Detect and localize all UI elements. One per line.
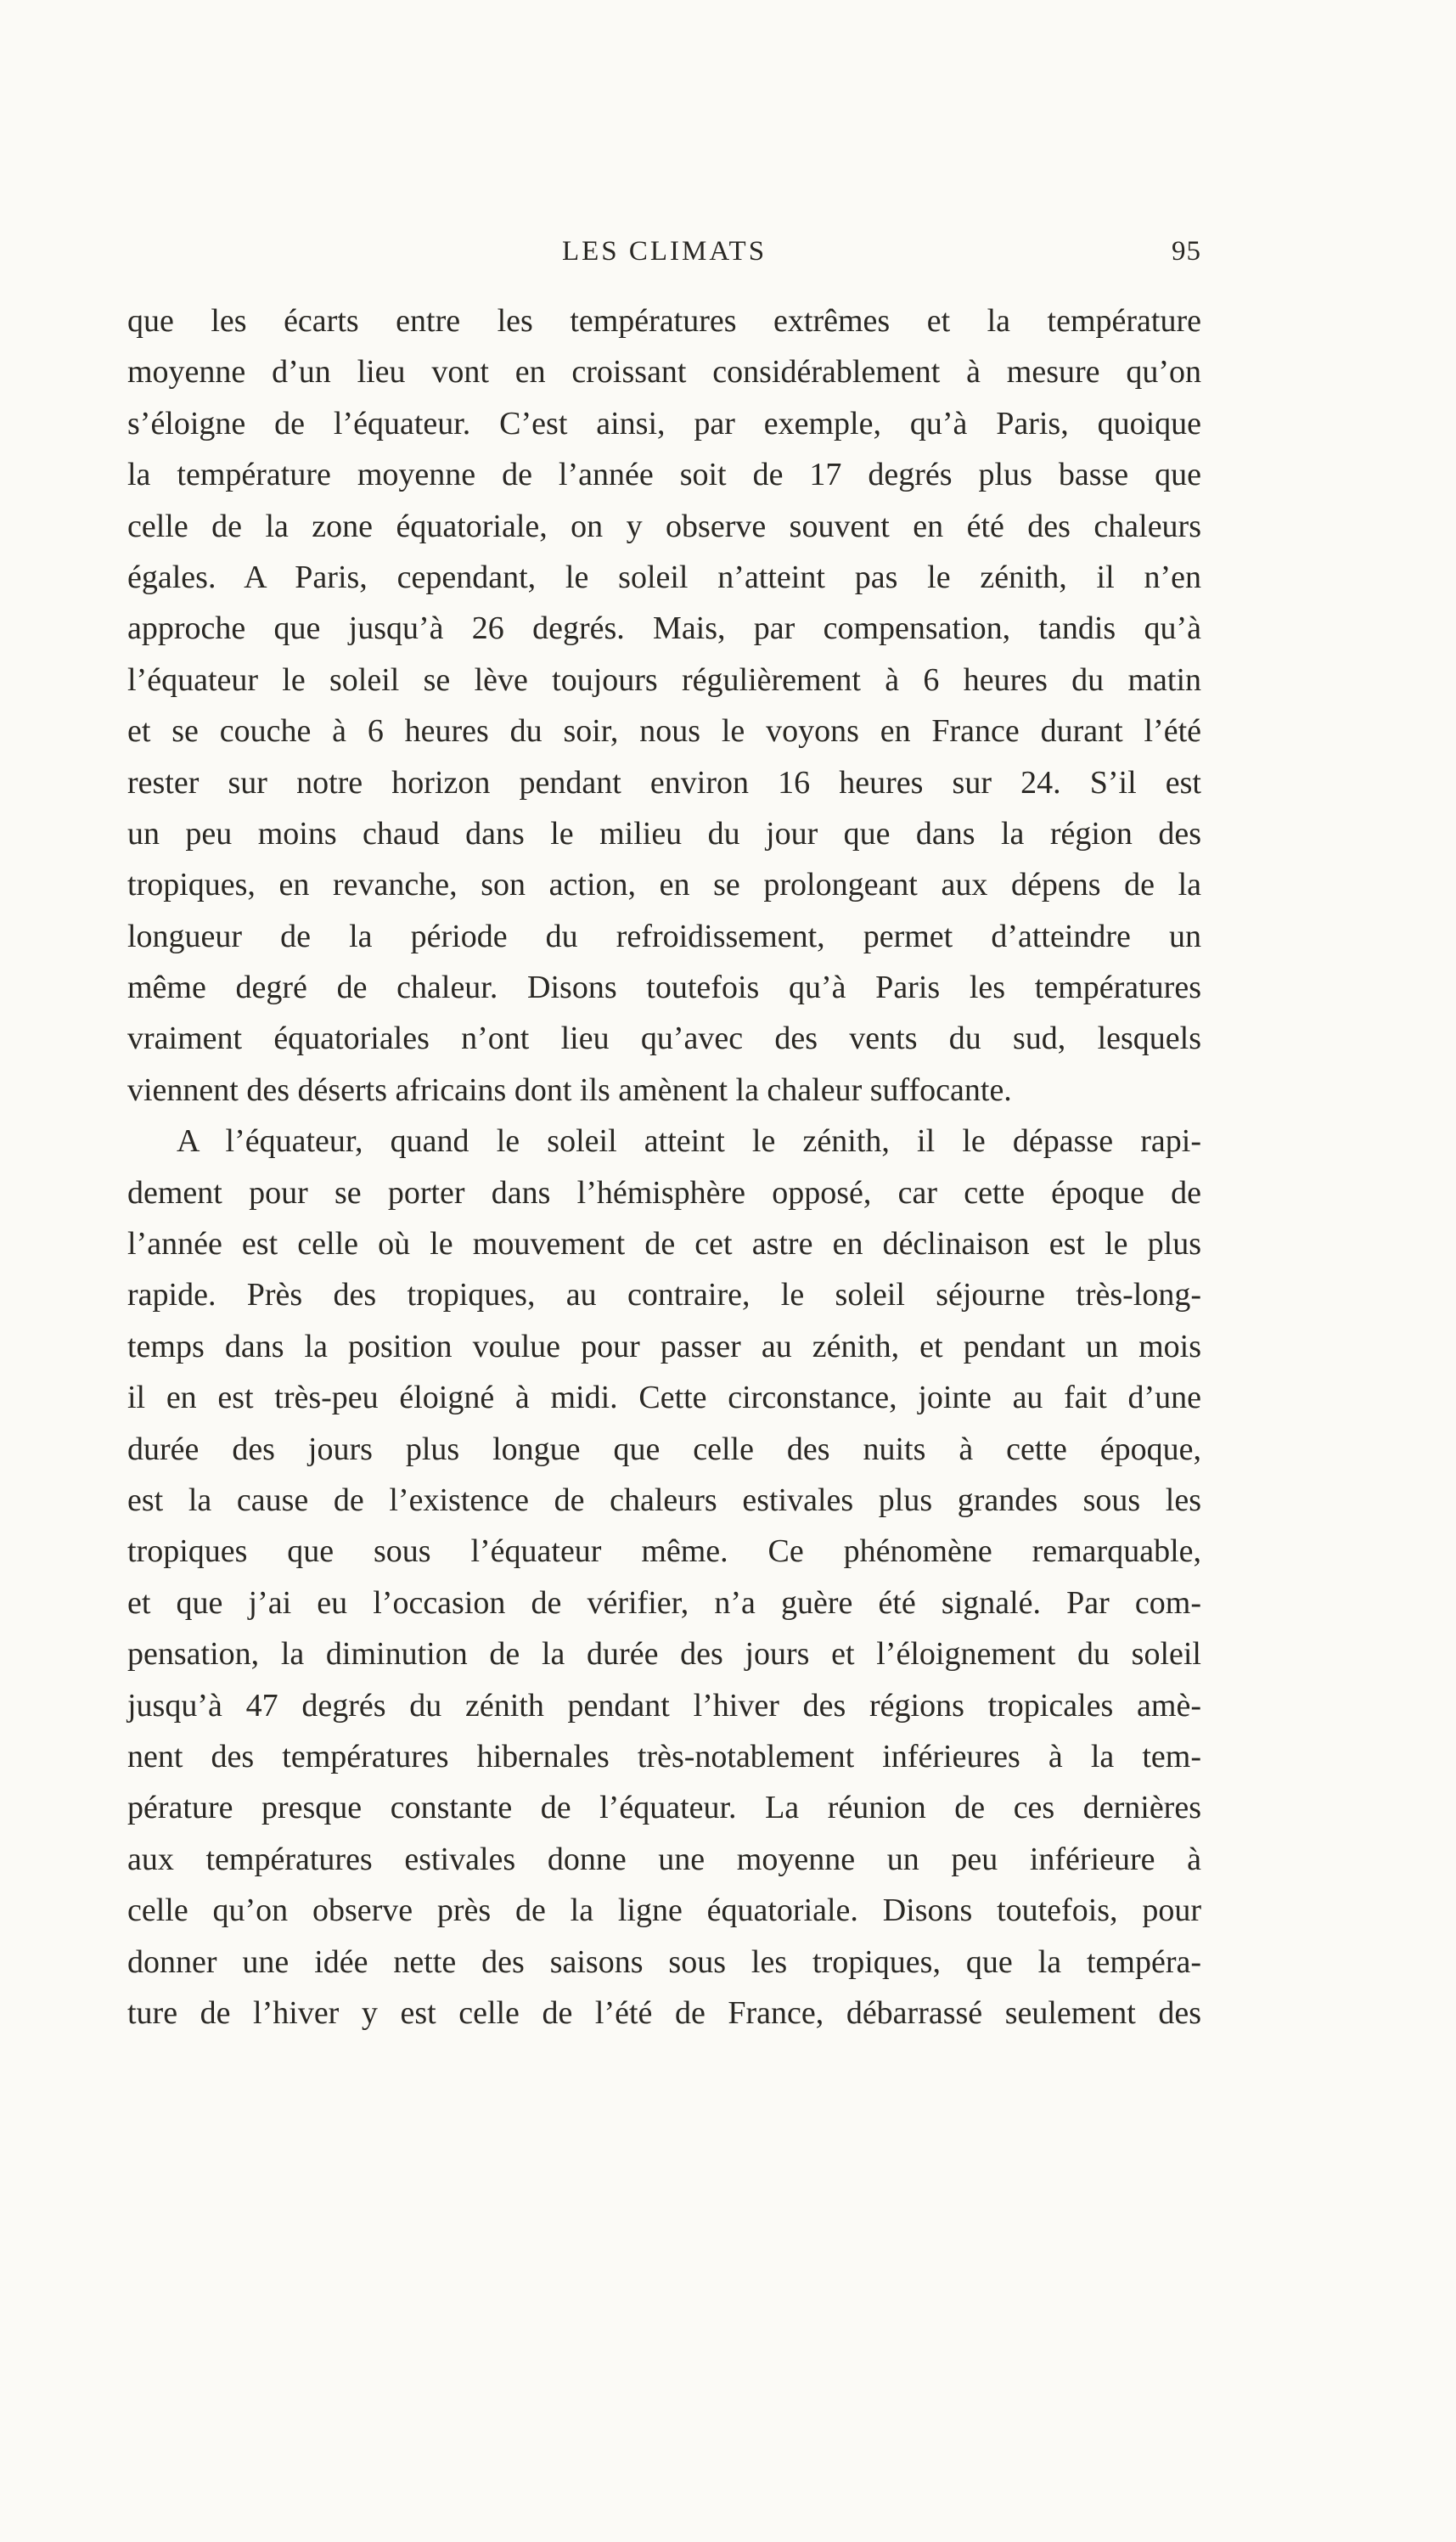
- page-number: 95: [1172, 236, 1201, 267]
- text-line: donner une idée nette des saisons sous les tropiques, que la tempéra-: [127, 1943, 1201, 1980]
- text-line: s’éloigne de l’équateur. C’est ainsi, par exemple, qu’à Paris, quoique: [127, 405, 1201, 441]
- text-line: ture de l’hiver y est celle de l’été de France, débarrassé seulement des: [127, 1994, 1201, 2031]
- text-line: l’année est celle où le mouvement de cet astre en déclinaison est le plus: [127, 1226, 1201, 1263]
- text-line: que les écarts entre les températures extrêmes et la température: [127, 303, 1201, 339]
- running-head: [127, 236, 1201, 287]
- text-line: la température moyenne de l’année soit de 17 degrés plus basse que: [127, 457, 1201, 493]
- text-line: viennent des déserts africains dont ils amènent la chaleur suffocante.: [127, 1071, 1012, 1108]
- text-line: vraiment équatoriales n’ont lieu qu’avec des vents du sud, lesquels: [127, 1021, 1201, 1057]
- text-line: celle qu’on observe près de la ligne équatoriale. Disons toutefois, pour: [127, 1892, 1201, 1929]
- text-line: pensation, la diminution de la durée des jours et l’éloignement du soleil: [127, 1636, 1201, 1673]
- text-line: égales. A Paris, cependant, le soleil n’atteint pas le zénith, il n’en: [127, 559, 1201, 595]
- text-line: tropiques, en revanche, son action, en se prolongeant aux dépens de la: [127, 867, 1201, 903]
- text-line: durée des jours plus longue que celle des nuits à cette époque,: [127, 1431, 1201, 1467]
- text-line: longueur de la période du refroidissement, permet d’atteindre un: [127, 918, 1201, 954]
- text-line: temps dans la position voulue pour passer au zénith, et pendant un mois: [127, 1328, 1201, 1364]
- text-line: tropiques que sous l’équateur même. Ce phénomène remarquable,: [127, 1533, 1201, 1570]
- text-line: et que j’ai eu l’occasion de vérifier, n’a guère été signalé. Par com-: [127, 1584, 1201, 1621]
- text-line: l’équateur le soleil se lève toujours régulièrement à 6 heures du matin: [127, 661, 1201, 698]
- body-text: [127, 295, 1201, 2039]
- text-line: moyenne d’un lieu vont en croissant considérablement à mesure qu’on: [127, 354, 1201, 391]
- text-line: aux températures estivales donne une moyenne un peu inférieure à: [127, 1841, 1201, 1877]
- text-line: pérature presque constante de l’équateur. La réunion de ces dernières: [127, 1790, 1201, 1826]
- text-line: celle de la zone équatoriale, on y observe souvent en été des chaleurs: [127, 508, 1201, 544]
- text-line: un peu moins chaud dans le milieu du jour que dans la région des: [127, 815, 1201, 852]
- running-title: LES CLIMATS: [561, 236, 767, 267]
- text-line: est la cause de l’existence de chaleurs estivales plus grandes sous les: [127, 1482, 1201, 1518]
- text-line: rapide. Près des tropiques, au contraire, le soleil séjourne très-long-: [127, 1277, 1201, 1313]
- text-line: approche que jusqu’à 26 degrés. Mais, par compensation, tandis qu’à: [127, 610, 1201, 647]
- text-line: dement pour se porter dans l’hémisphère opposé, car cette époque de: [127, 1174, 1201, 1211]
- text-line: même degré de chaleur. Disons toutefois qu’à Paris les températures: [127, 970, 1201, 1006]
- text-line: A l’équateur, quand le soleil atteint le zénith, il le dépasse rapi-: [177, 1123, 1201, 1160]
- text-line: rester sur notre horizon pendant environ 16 heures sur 24. S’il est: [127, 764, 1201, 801]
- text-line: jusqu’à 47 degrés du zénith pendant l’hiver des régions tropicales amè-: [127, 1687, 1201, 1724]
- text-line: nent des températures hibernales très-notablement inférieures à la tem-: [127, 1738, 1201, 1774]
- text-line: il en est très-peu éloigné à midi. Cette circonstance, jointe au fait d’une: [127, 1380, 1201, 1416]
- text-line: et se couche à 6 heures du soir, nous le voyons en France durant l’été: [127, 713, 1201, 750]
